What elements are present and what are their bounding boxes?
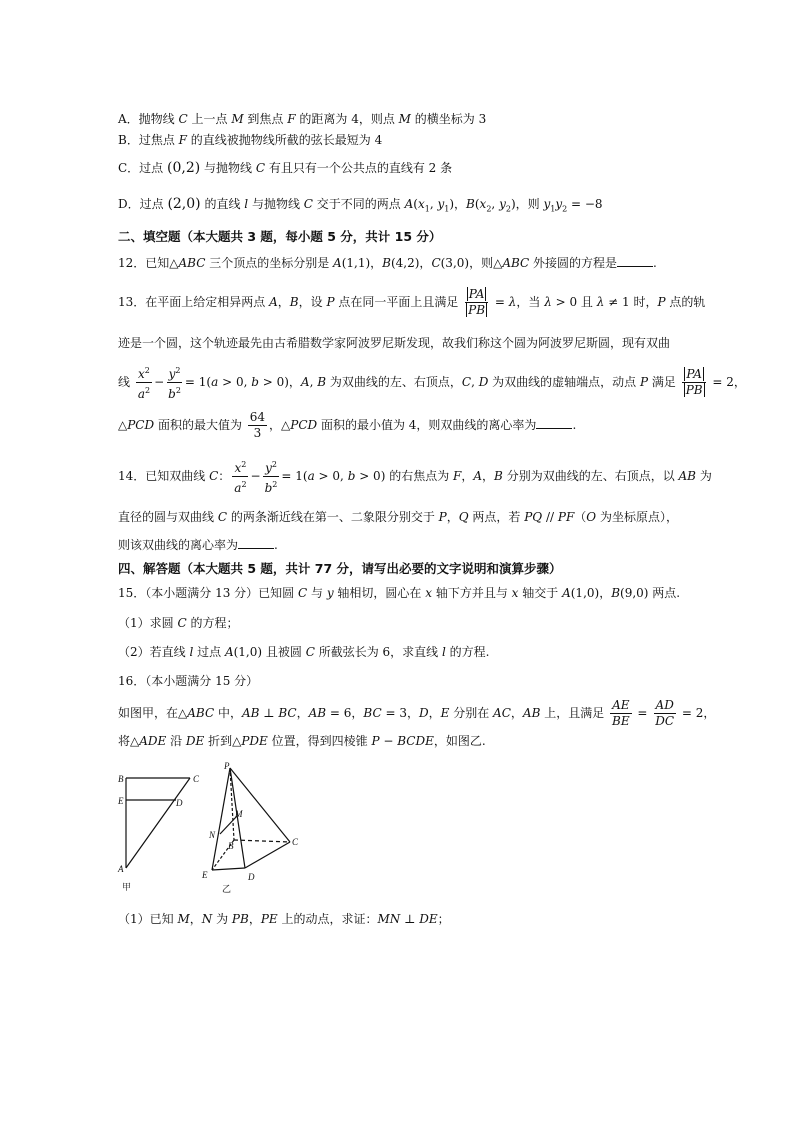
option-b: B．过焦点 F 的直线被抛物线所截的弦长最短为 4 bbox=[118, 133, 383, 147]
label-yi-M: M bbox=[235, 809, 243, 819]
question-16-line-2: 将△ADE 沿 DE 折到△PDE 位置，得到四棱锥 P − BCDE，如图乙. bbox=[118, 734, 486, 748]
label-fig-jia: 甲 bbox=[122, 882, 132, 892]
label-jia-D: D bbox=[176, 798, 183, 808]
question-14-line-1: 14．已知双曲线 C： $\frac{x^2}{a^2}$ − $\frac{y^2}{b^2}$ = 1(a > 0, b > 0) 的右焦点为 F，A，B 分别为双曲线的左、右顶点，以 AB 为 bbox=[118, 457, 712, 496]
label-fig-yi: 乙 bbox=[222, 884, 232, 894]
question-15: 15．（本小题满分 13 分）已知圆 C 与 y 轴相切，圆心在 x 轴下方并且与 x 轴交于 A(1,0)，B(9,0) 两点. bbox=[118, 586, 681, 600]
question-13-line-1: 13．在平面上给定相异两点 A，B，设 P 点在同一平面上且满足 $\frac{PA}{PB}$ = λ，当 λ > 0 且 λ ≠ 1 时，P 点的轨 bbox=[118, 287, 706, 317]
question-13-line-3: 线 $\frac{x^2}{a^2}$ − $\frac{y^2}{b^2}$ = 1(a > 0, b > 0)，A, B 为双曲线的左、右顶点，C, D 为双曲线的虚轴端点，动点 P 满足 $\frac{PA}{PB}$ = 2， bbox=[118, 363, 746, 402]
question-16-heading: 16．（本小题满分 15 分） bbox=[118, 674, 259, 688]
question-16-part-1: （1）已知 M，N 为 PB，PE 上的动点，求证：MN ⊥ DE； bbox=[118, 912, 450, 926]
question-13-line-4: △PCD 面积的最大值为 $\frac{64}{3}$ ，△PCD 面积的最小值为 4，则双曲线的离心率为 . bbox=[118, 410, 577, 440]
label-jia-A: A bbox=[118, 864, 124, 874]
figure-jia bbox=[126, 778, 190, 868]
label-yi-B: B bbox=[228, 841, 234, 851]
option-c: C．过点 (0,2) 与抛物线 C 有且只有一个公共点的直线有 2 条 bbox=[118, 160, 453, 176]
label-yi-C: C bbox=[292, 837, 299, 847]
label-jia-B: B bbox=[118, 774, 124, 784]
question-15-part-2: （2）若直线 l 过点 A(1,0) 且被圆 C 所截弦长为 6，求直线 l 的方程. bbox=[118, 645, 490, 659]
question-12: 12．已知△ABC 三个顶点的坐标分别是 A(1,1)，B(4,2)，C(3,0)，则△ABC 外接圆的方程是 . bbox=[118, 256, 657, 270]
label-yi-P: P bbox=[224, 761, 230, 771]
label-yi-E: E bbox=[202, 870, 208, 880]
label-jia-C: C bbox=[193, 774, 200, 784]
figure-yi bbox=[212, 768, 290, 870]
question-13-line-2: 迹是一个圆，这个轨迹最先由古希腊数学家阿波罗尼斯发现，故我们称这个圆为阿波罗尼斯圆，现有双曲 bbox=[118, 336, 671, 350]
question-16-line-1: 如图甲，在△ABC 中，AB ⊥ BC，AB = 6，BC = 3，D，E 分别在 AC，AB 上，且满足 $\frac{AE}{BE}$ = $\frac{AD}{DC}$ = 2， bbox=[118, 698, 716, 728]
question-14-line-3: 则该双曲线的离心率为 . bbox=[118, 538, 278, 552]
label-yi-N: N bbox=[209, 830, 216, 840]
label-yi-D: D bbox=[248, 872, 255, 882]
label-jia-E: E bbox=[118, 796, 124, 806]
question-14-line-2: 直径的圆与双曲线 C 的两条渐近线在第一、二象限分别交于 P，Q 两点，若 PQ // PF（O 为坐标原点）， bbox=[118, 510, 678, 524]
option-a: A．抛物线 C 上一点 M 到焦点 F 的距离为 4，则点 M 的横坐标为 3 bbox=[118, 112, 487, 126]
section-heading-fill-in: 二、填空题（本大题共 3 题，每小题 5 分，共计 15 分） bbox=[118, 229, 442, 244]
question-15-part-1: （1）求圆 C 的方程； bbox=[118, 616, 239, 630]
option-d: D．过点 (2,0) 的直线 l 与抛物线 C 交于不同的两点 $A(x_1$, $y_1$)，$B(x_2$, $y_2$)，则 $y_1y_2 = -8$ bbox=[118, 196, 603, 214]
figure-jia-yi bbox=[110, 760, 310, 900]
section-heading-answer: 四、解答题（本大题共 5 题，共计 77 分，请写出必要的文字说明和演算步骤） bbox=[118, 561, 562, 576]
